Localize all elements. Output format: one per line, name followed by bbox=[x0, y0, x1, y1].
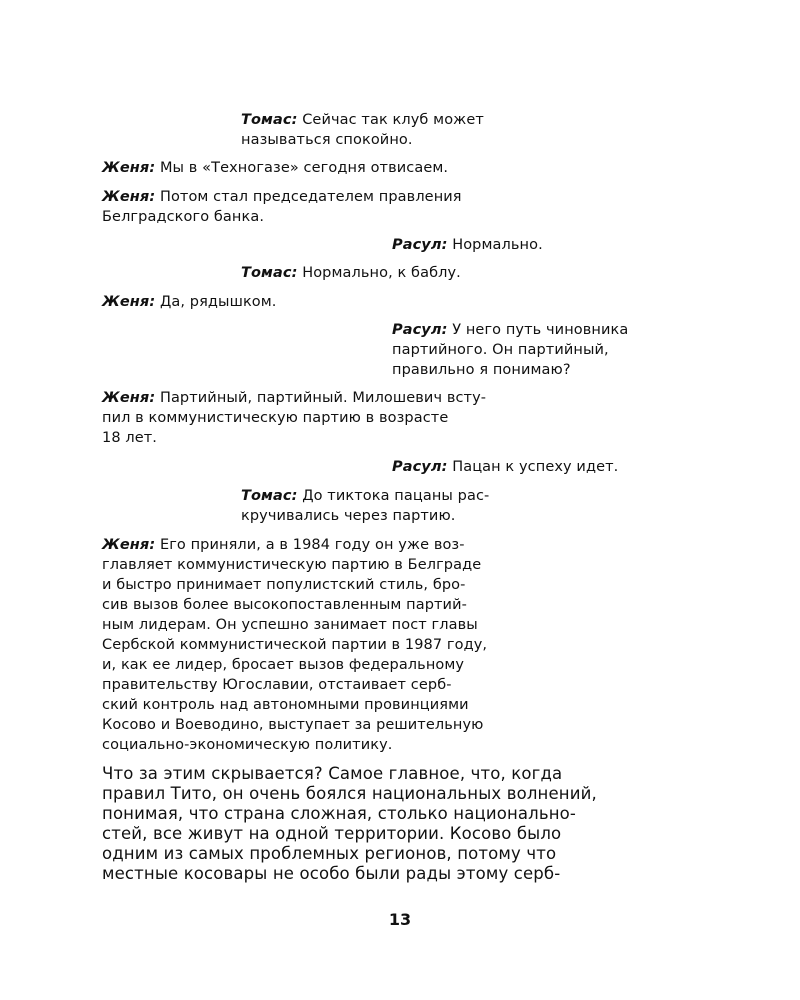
dialogue-line: пил в коммунистическую партию в возрасте bbox=[102, 410, 449, 426]
speaker-name: Женя: bbox=[102, 537, 156, 553]
prose-line: Что за этим скрывается? Самое главное, что, когда bbox=[102, 764, 563, 783]
dialogue-line: Томас: До тиктока пацаны рас- bbox=[241, 488, 490, 504]
speaker-name: Расул: bbox=[392, 459, 448, 475]
prose-line: понимая, что страна сложная, столько национально- bbox=[102, 804, 577, 823]
dialogue-line: Белградского банка. bbox=[102, 209, 265, 225]
speaker-name: Расул: bbox=[392, 322, 448, 338]
prose-line: местные косовары не особо были рады этому серб- bbox=[102, 864, 561, 883]
dialogue-line: Женя: Мы в «Техногазе» сегодня отвисаем. bbox=[102, 160, 449, 176]
dialogue-line: кручивались через партию. bbox=[241, 508, 456, 524]
dialogue-line: Томас: Сейчас так клуб может bbox=[241, 112, 484, 128]
dialogue-line: Женя: Его приняли, а в 1984 году он уже воз- bbox=[102, 537, 465, 553]
dialogue-line: ным лидерам. Он успешно занимает пост главы bbox=[102, 617, 478, 633]
speaker-name: Женя: bbox=[102, 189, 156, 205]
prose-line: стей, все живут на одной территории. Косово было bbox=[102, 824, 562, 843]
speaker-name: Женя: bbox=[102, 390, 156, 406]
dialogue-line: называться спокойно. bbox=[241, 132, 413, 148]
dialogue-line: 18 лет. bbox=[102, 430, 158, 446]
dialogue-line: Расул: Нормально. bbox=[392, 237, 543, 253]
dialogue-line: Женя: Партийный, партийный. Милошевич всту- bbox=[102, 390, 487, 406]
dialogue-line: Женя: Да, рядышком. bbox=[102, 294, 277, 310]
speaker-name: Томас: bbox=[241, 488, 298, 504]
speaker-name: Расул: bbox=[392, 237, 448, 253]
speaker-name: Женя: bbox=[102, 294, 156, 310]
dialogue-line: правильно я понимаю? bbox=[392, 362, 571, 378]
dialogue-line: сив вызов более высокопоставленным партий- bbox=[102, 597, 467, 613]
speaker-name: Женя: bbox=[102, 160, 156, 176]
dialogue-line: Женя: Потом стал председателем правления bbox=[102, 189, 462, 205]
speaker-name: Томас: bbox=[241, 112, 298, 128]
speaker-name: Томас: bbox=[241, 265, 298, 281]
dialogue-line: Томас: Нормально, к баблу. bbox=[241, 265, 461, 281]
page-number: 13 bbox=[388, 910, 412, 929]
dialogue-line: главляет коммунистическую партию в Белграде bbox=[102, 557, 482, 573]
dialogue-line: правительству Югославии, отстаивает серб- bbox=[102, 677, 452, 693]
dialogue-line: и быстро принимает популистский стиль, бро- bbox=[102, 577, 466, 593]
prose-line: одним из самых проблемных регионов, потому что bbox=[102, 844, 557, 863]
dialogue-line: Косово и Воеводино, выступает за решительную bbox=[102, 717, 484, 733]
dialogue-line: социально-экономическую политику. bbox=[102, 737, 393, 753]
dialogue-line: ский контроль над автономными провинциями bbox=[102, 697, 469, 713]
dialogue-line: и, как ее лидер, бросает вызов федеральному bbox=[102, 657, 465, 673]
dialogue-line: Расул: У него путь чиновника bbox=[392, 322, 629, 338]
dialogue-line: партийного. Он партийный, bbox=[392, 342, 609, 358]
dialogue-line: Расул: Пацан к успеху идет. bbox=[392, 459, 619, 475]
prose-line: правил Тито, он очень боялся национальных волнений, bbox=[102, 784, 597, 803]
dialogue-line: Сербской коммунистической партии в 1987 году, bbox=[102, 637, 488, 653]
